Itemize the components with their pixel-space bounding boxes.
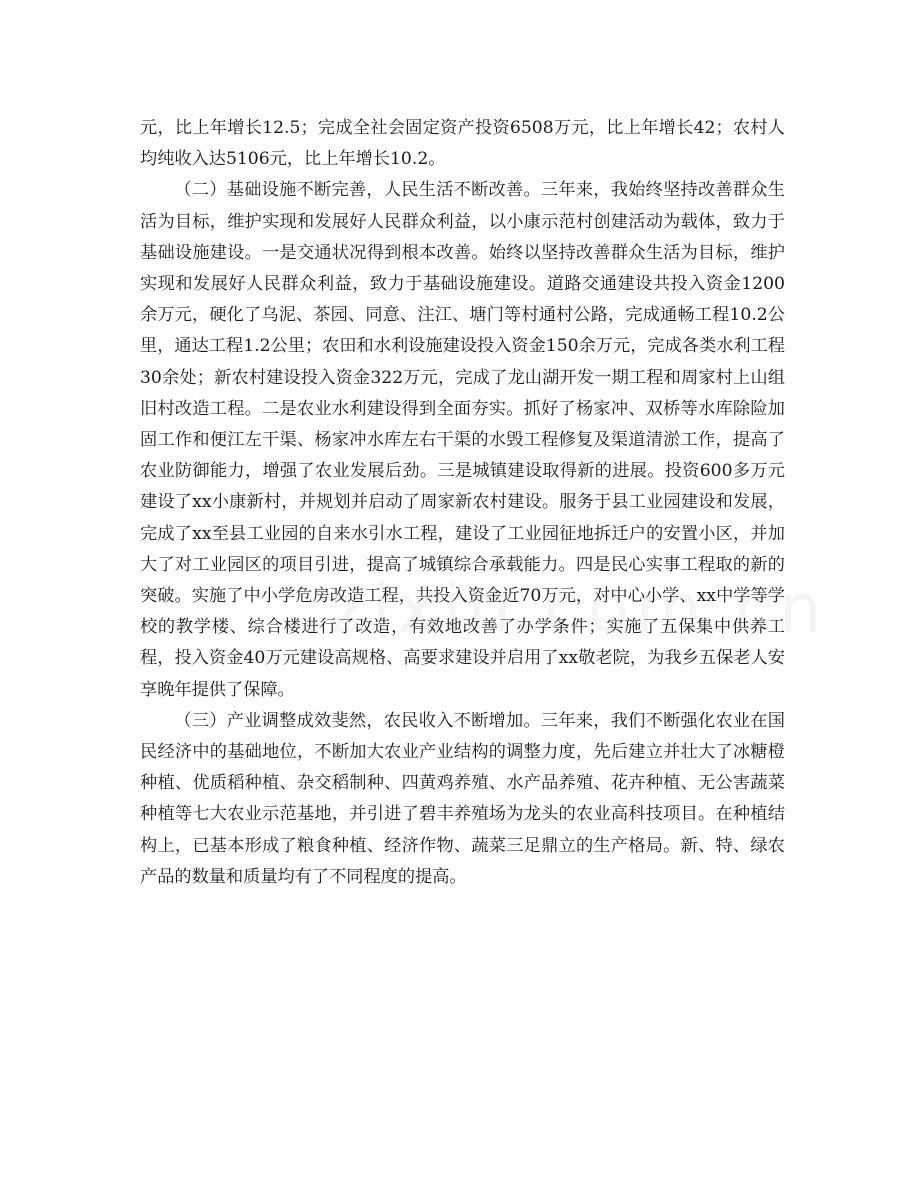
paragraph-continuation: 元，比上年增长12.5；完成全社会固定资产投资6508万元，比上年增长42；农村人均纯收入达5106元，比上年增长10.2。: [140, 118, 785, 170]
document-body: [140, 113, 785, 893]
paragraph-infrastructure: （二）基础设施不断完善，人民生活不断改善。三年来，我始终坚持改善群众生活为目标，维护实现和发展好人民群众利益，以小康示范村创建活动为载体，致力于基础设施建设。一是交通状况得到根本改善。始终以坚持改善群众生活为目标，维护实现和发展好人民群众利益，致力于基础设施建设。道路交通建设共投入资金1200余万元，硬化了乌泥、茶园、同意、注江、塘门等村通村公路，完成通畅工程10.2公里，通达工程1.2公里；农田和水利设施建设投入资金150余万元，完成各类水利工程30余处；新农村建设投入资金322万元，完成了龙山湖开发一期工程和周家村上山组旧村改造工程。二是农业水利建设得到全面夯实。抓好了杨家冲、双桥等水库除险加固工作和便江左干渠、杨家冲水库左右干渠的水毁工程修复及渠道清淤工作，提高了农业防御能力，增强了农业发展后劲。三是城镇建设取得新的进展。投资600多万元建设了xx小康新村，并规划并启动了周家新农村建设。服务于县工业园建设和发展，完成了xx至县工业园的自来水引水工程，建设了工业园征地拆迁户的安置小区，并加大了对工业园区的项目引进，提高了城镇综合承载能力。四是民心实事工程取的新的突破。实施了中小学危房改造工程，共投入资金近70万元，对中心小学、xx中学等学校的教学楼、综合楼进行了改造，有效地改善了办学条件；实施了五保集中供养工程，投入资金40万元建设高规格、高要求建设并启用了xx敬老院，为我乡五保老人安享晚年提供了保障。: [140, 180, 785, 700]
paragraph-industry: （三）产业调整成效斐然，农民收入不断增加。三年来，我们不断强化农业在国民经济中的基础地位，不断加大农业产业结构的调整力度，先后建立并壮大了冰糖橙种植、优质稻种植、杂交稻制种、四黄鸡养殖、水产品养殖、花卉种植、无公害蔬菜种植等七大农业示范基地，并引进了碧丰养殖场为龙头的农业高科技项目。在种植结构上，已基本形成了粮食种植、经济作物、蔬菜三足鼎立的生产格局。新、特、绿农产品的数量和质量均有了不同程度的提高。: [140, 710, 785, 887]
